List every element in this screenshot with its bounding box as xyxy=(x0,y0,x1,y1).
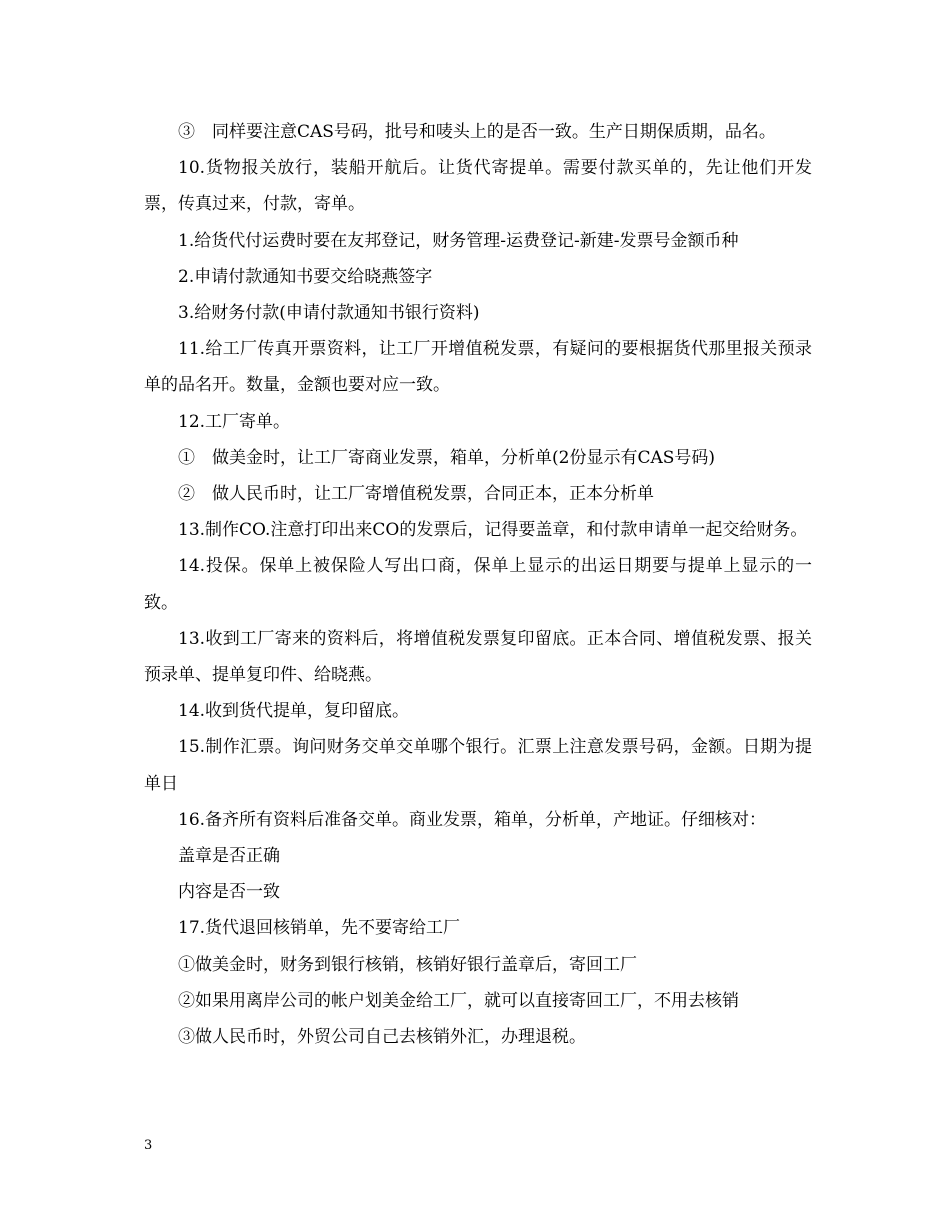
paragraph-5: 3.给财务付款(申请付款通知书银行资料) xyxy=(178,303,480,324)
paragraph-9: ② 做人民币时，让工厂寄增值税发票，合同正本，正本分析单 xyxy=(178,484,654,505)
paragraph-3: 1.给货代付运费时要在友邦登记，财务管理-运费登记-新建-发票号金额币种 xyxy=(178,230,739,251)
paragraph-2: 10.货物报关放行，装船开航后。让货代寄提单。需要付款买单的，先让他们开发票，传真过来，付款，寄单。 xyxy=(144,158,812,215)
paragraph-14: 15.制作汇票。询问财务交单交单哪个银行。汇票上注意发票号码，金额。日期为提单日 xyxy=(144,737,812,794)
paragraph-4: 2.申请付款通知书要交给晓燕签字 xyxy=(178,266,433,287)
paragraph-20: ②如果用离岸公司的帐户划美金给工厂，就可以直接寄回工厂，不用去核销 xyxy=(178,990,739,1011)
paragraph-19: ①做美金时，财务到银行核销，核销好银行盖章后，寄回工厂 xyxy=(178,954,637,975)
paragraph-7: 12.工厂寄单。 xyxy=(178,411,291,432)
paragraph-15: 16.备齐所有资料后准备交单。商业发票，箱单，分析单，产地证。仔细核对： xyxy=(178,809,767,830)
paragraph-18: 17.货代退回核销单，先不要寄给工厂 xyxy=(178,918,461,939)
page-number: 3 xyxy=(144,1138,153,1153)
paragraph-21: ③做人民币时，外贸公司自己去核销外汇，办理退税。 xyxy=(178,1027,586,1048)
paragraph-1: ③ 同样要注意CAS号码，批号和唛头上的是否一致。生产日期保质期，品名。 xyxy=(178,122,776,142)
paragraph-6: 11.给工厂传真开票资料，让工厂开增值税发票，有疑问的要根据货代那里报关预录单的品名开。数量，金额也要对应一致。 xyxy=(144,339,812,396)
paragraph-13: 14.收到货代提单，复印留底。 xyxy=(178,701,410,722)
paragraph-12: 13.收到工厂寄来的资料后，将增值税发票复印留底。正本合同、增值税发票、报关预录单、提单复印件、给晓燕。 xyxy=(144,628,812,686)
paragraph-11: 14.投保。保单上被保险人写出口商，保单上显示的出运日期要与提单上显示的一致。 xyxy=(144,556,812,613)
paragraph-10: 13.制作CO.注意打印出来CO的发票后，记得要盖章，和付款申请单一起交给财务。 xyxy=(178,520,808,541)
document-body xyxy=(144,114,812,1055)
paragraph-16: 盖章是否正确 xyxy=(178,846,280,867)
paragraph-8: ① 做美金时，让工厂寄商业发票，箱单，分析单(2份显示有CAS号码) xyxy=(178,447,716,468)
paragraph-17: 内容是否一致 xyxy=(178,882,280,903)
